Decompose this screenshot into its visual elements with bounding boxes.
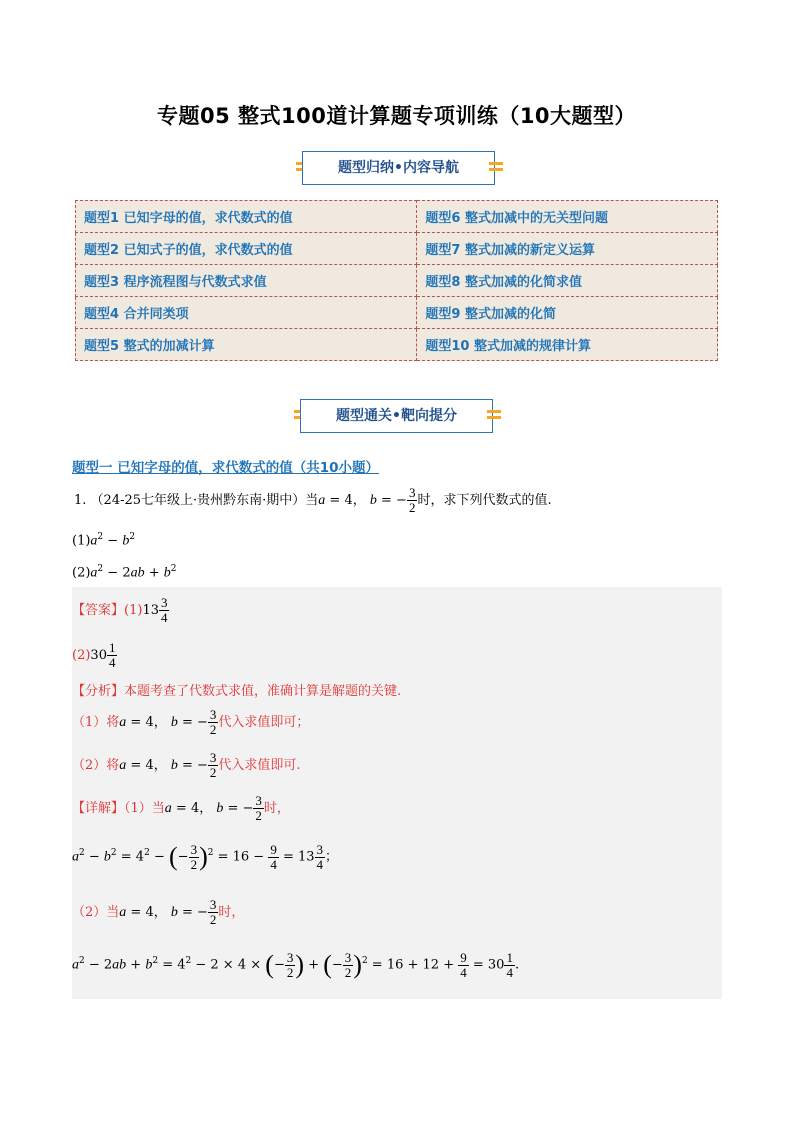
analysis-label: 【分析】 [72,684,125,699]
toc-row [76,329,718,361]
question-prompt: 时，求下列代数式的值. [417,493,552,508]
toc-row [76,297,718,329]
question-part-1: $(1)a^2 - b^2$ [72,532,136,549]
answer-line-1: 【答案】(1)13 $\frac{3}{4}$ [72,595,168,625]
question-source: （24-25七年级上·贵州黔东南·期中）当 [90,493,319,508]
deco-right-icon [489,159,503,174]
toc-item[interactable]: 题型2 已知式子的值，求代数式的值 [76,233,417,265]
toc-item[interactable]: 题型3 程序流程图与代数式求值 [76,265,417,297]
toc-item[interactable]: 题型1 已知字母的值，求代数式的值 [76,201,417,233]
toc-table [75,200,718,361]
analysis-step-prefix: （2）将 [72,758,120,773]
question-number: 1. [74,493,87,508]
section-heading[interactable]: 题型一 已知字母的值，求代数式的值（共10小题） [72,460,379,476]
nav-header-contents: 题型归纳•内容导航 [302,151,495,185]
analysis-step-suffix: 代入求值即可. [218,758,301,773]
part-label: (1) [72,533,91,549]
detail-prefix: （1）当 [124,801,165,816]
answer-line-2: (2)30 $\frac{1}{4}$ [72,640,116,670]
toc-item[interactable]: 题型9 整式加减的化简 [417,297,718,329]
toc-item[interactable]: 题型6 整式加减中的无关型问题 [417,201,718,233]
analysis-step-2: （2）将a = 4， b = − $\frac{3}{2}$ 代入求值即可. [72,750,301,780]
answer-tag: (2) [72,648,91,663]
page-title: 专题05 整式100道计算题专项训练（10大题型） [156,104,637,128]
nav-header-practice: 题型通关•靶向提分 [300,399,493,433]
part-label: (2) [72,565,91,581]
toc-item[interactable]: 题型8 整式加减的化简求值 [417,265,718,297]
detail-suffix: 时， [263,801,290,816]
detail-line-1: 【详解】（1）当a = 4， b = − $\frac{3}{2}$ 时， [72,793,290,823]
detail-line-2: （2）当a = 4， b = − $\frac{3}{2}$ 时， [72,897,245,927]
detail-suffix: 时， [218,905,245,920]
analysis-step-suffix: 代入求值即可； [218,715,310,730]
answer-tag: (1) [124,603,143,618]
toc-item[interactable]: 题型10 整式加减的规律计算 [417,329,718,361]
toc-item[interactable]: 题型4 合并同类项 [76,297,417,329]
toc-item[interactable]: 题型5 整式的加减计算 [76,329,417,361]
analysis-line [72,680,401,699]
toc-row [76,265,718,297]
toc-item[interactable]: 题型7 整式加减的新定义运算 [417,233,718,265]
toc-row [76,201,718,233]
detail-label: 【详解】 [72,801,125,816]
toc-row [76,233,718,265]
question-1: 1. （24-25七年级上·贵州黔东南·期中）当a = 4， b = − $\frac{3}{2}$ 时，求下列代数式的值. [74,485,552,515]
analysis-step-1: （1）将a = 4， b = − $\frac{3}{2}$ 代入求值即可； [72,707,310,737]
analysis-text: 本题考查了代数式求值，准确计算是解题的关键. [124,684,402,699]
detail-prefix: （2）当 [72,905,120,920]
detail-equation-2: $a^2 - 2ab + b^2 = 4^2 - 2 \times 4$ × (− $\frac{3}{2}$ ) + (− $\frac{3}{2}$ )$^2$ = 16 + 12 + $\frac{9}{4}$ = 30 $\frac{1}{4}$ . [72,949,520,980]
question-part-2: $(2)a^2 - 2ab + b^2$ [72,564,177,581]
separator: ， [352,493,366,508]
detail-equation-1: $a^2 - b^2 = 4^2$ − (− $\frac{3}{2}$ )$^2$ = 16 − $\frac{9}{4}$ = 13 $\frac{3}{4}$ ； [72,841,339,872]
deco-right-icon [487,407,501,422]
analysis-step-prefix: （1）将 [72,715,120,730]
answer-panel [72,587,722,999]
answer-label: 【答案】 [72,603,125,618]
